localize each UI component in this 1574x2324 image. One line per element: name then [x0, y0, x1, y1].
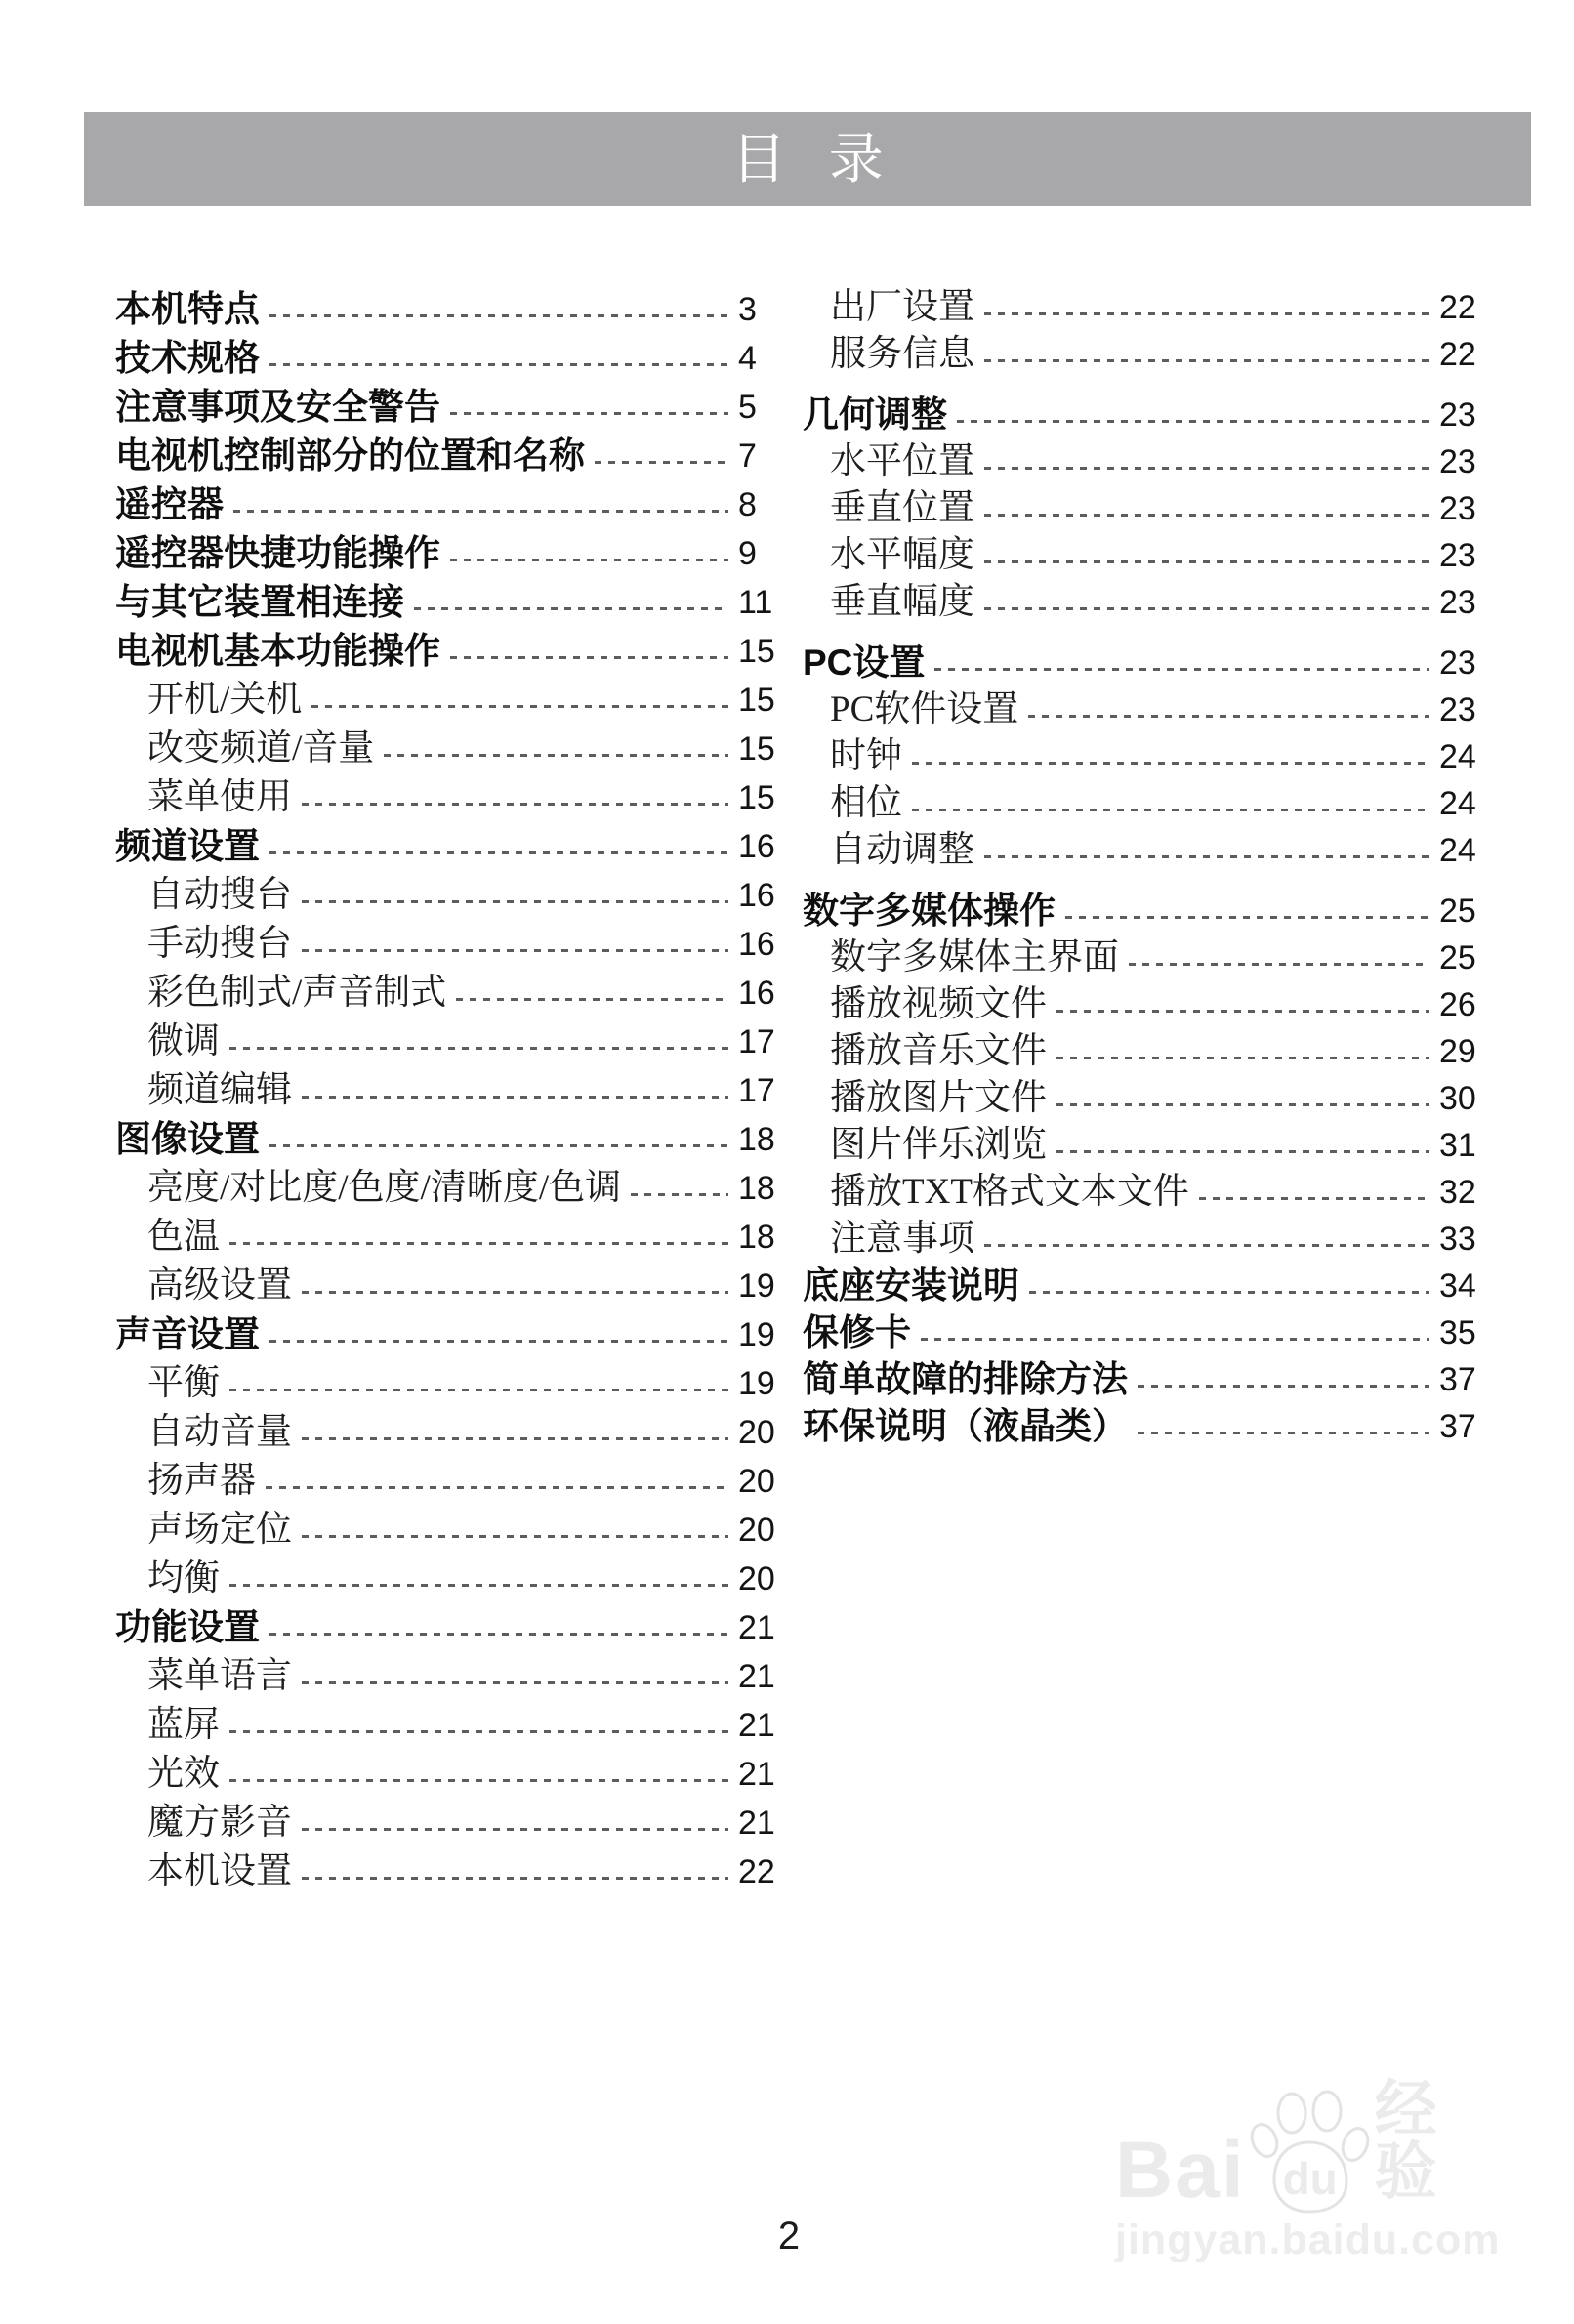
- toc-row: [803, 436, 1494, 482]
- dotted-leader: [302, 803, 728, 806]
- toc-page-number: 19: [738, 1365, 775, 1402]
- toc-row: [115, 623, 793, 672]
- toc-row: [803, 932, 1494, 978]
- toc-page-number: 15: [738, 730, 775, 768]
- toc-row: [803, 1025, 1494, 1072]
- toc-entry-label: 声场定位: [147, 1510, 292, 1550]
- dotted-leader: [912, 809, 1429, 811]
- toc-entry-label: 本机特点: [115, 289, 260, 329]
- toc-entry-label: 遥控器: [115, 484, 224, 524]
- dotted-leader: [450, 412, 728, 415]
- toc-row: [803, 1400, 1494, 1447]
- page-title: 目 录: [731, 128, 897, 189]
- toc-entry-label: PC设置: [803, 643, 926, 683]
- toc-page-number: 23: [1439, 396, 1476, 434]
- toc-page-number: 17: [738, 1072, 775, 1109]
- toc-entry-label: 简单故障的排除方法: [803, 1359, 1128, 1399]
- dotted-leader: [1029, 1291, 1429, 1294]
- toc-page-number: 21: [738, 1609, 775, 1646]
- toc-page-number: 20: [738, 1414, 775, 1451]
- toc-entry-label: 数字多媒体操作: [803, 891, 1056, 931]
- toc-page-number: 7: [738, 437, 757, 475]
- toc-page-number: 9: [738, 535, 757, 572]
- toc-row: [115, 1697, 793, 1746]
- toc-entry-label: 彩色制式/声音制式: [147, 973, 447, 1013]
- dotted-leader: [302, 900, 728, 903]
- toc-page-number: 20: [738, 1512, 775, 1549]
- dotted-leader: [302, 1681, 728, 1684]
- toc-row: [115, 1844, 793, 1892]
- toc-page-number: 20: [738, 1560, 775, 1598]
- toc-entry-label: 电视机基本功能操作: [115, 631, 440, 671]
- toc-entry-label: PC软件设置: [830, 689, 1019, 729]
- toc-page-number: 23: [1439, 537, 1476, 574]
- toc-entry-label: 与其它装置相连接: [115, 582, 404, 622]
- toc-row: [115, 818, 793, 867]
- dotted-leader: [302, 1096, 728, 1099]
- toc-entry-label: 菜单语言: [147, 1656, 292, 1696]
- toc-entry-label: 声音设置: [115, 1314, 260, 1354]
- toc-page-number: 21: [738, 1805, 775, 1842]
- toc-column-left: [115, 281, 793, 1892]
- dotted-leader: [269, 1144, 728, 1147]
- toc-page-number: 29: [1439, 1033, 1476, 1070]
- toc-entry-label: 微调: [147, 1021, 220, 1061]
- toc-entry-label: 保修卡: [803, 1312, 911, 1352]
- toc-entry-label: 均衡: [147, 1558, 220, 1598]
- toc-row: [115, 1502, 793, 1551]
- dotted-leader: [450, 656, 728, 659]
- toc-entry-label: 注意事项及安全警告: [115, 387, 440, 427]
- dotted-leader: [957, 420, 1429, 423]
- dotted-leader: [1028, 715, 1429, 718]
- dotted-leader: [384, 754, 728, 757]
- toc-header-bar: [84, 112, 1531, 206]
- toc-page-number: 25: [1439, 939, 1476, 976]
- footer-page-number: 2: [777, 2215, 801, 2258]
- toc-entry-label: 播放TXT格式文本文件: [830, 1172, 1189, 1212]
- toc-entry-label: 相位: [830, 783, 902, 823]
- toc-row: [803, 885, 1494, 932]
- toc-row: [115, 1209, 793, 1258]
- toc-page-number: 30: [1439, 1080, 1476, 1117]
- dotted-leader: [233, 510, 728, 513]
- toc-page-number: 18: [738, 1170, 775, 1207]
- toc-page-number: 22: [1439, 336, 1476, 373]
- toc-entry-label: 水平幅度: [830, 535, 974, 575]
- toc-entry-label: 自动搜台: [147, 875, 292, 915]
- dotted-leader: [450, 559, 728, 561]
- toc-page-number: 19: [738, 1267, 775, 1305]
- toc-row: [115, 1404, 793, 1453]
- toc-row: [115, 1599, 793, 1648]
- toc-entry-label: 高级设置: [147, 1266, 292, 1306]
- toc-row: [803, 1353, 1494, 1400]
- toc-page-number: 25: [1439, 892, 1476, 930]
- toc-page-number: 24: [1439, 785, 1476, 822]
- toc-entry-label: 服务信息: [830, 334, 974, 374]
- toc-row: [115, 867, 793, 916]
- toc-row: [115, 769, 793, 818]
- toc-page-number: 34: [1439, 1267, 1476, 1305]
- toc-row: [115, 965, 793, 1014]
- dotted-leader: [1138, 1385, 1429, 1388]
- toc-row: [115, 1160, 793, 1209]
- toc-entry-label: 手动搜台: [147, 924, 292, 964]
- dotted-leader: [311, 705, 728, 708]
- toc-row: [803, 281, 1494, 328]
- toc-row: [115, 672, 793, 721]
- toc-row: [803, 684, 1494, 730]
- dotted-leader: [1056, 1057, 1429, 1059]
- toc-row: [115, 281, 793, 330]
- dotted-leader: [456, 998, 728, 1001]
- baidu-paw-icon: [1248, 2090, 1373, 2215]
- dotted-leader: [1138, 1432, 1429, 1434]
- toc-row: [803, 824, 1494, 871]
- toc-page-number: 16: [738, 828, 775, 865]
- toc-entry-label: 亮度/对比度/色度/清晰度/色调: [147, 1168, 622, 1208]
- dotted-leader: [302, 1535, 728, 1538]
- toc-entry-label: 光效: [147, 1754, 220, 1794]
- toc-entry-label: 图像设置: [115, 1119, 260, 1159]
- toc-row: [115, 477, 793, 525]
- toc-row: [803, 730, 1494, 777]
- toc-row: [803, 1260, 1494, 1307]
- dotted-leader: [934, 668, 1429, 671]
- dotted-leader: [595, 461, 728, 464]
- toc-entry-label: 技术规格: [115, 338, 260, 378]
- dotted-leader: [984, 359, 1429, 362]
- toc-page-number: 37: [1439, 1408, 1476, 1445]
- toc-page-number: 19: [738, 1316, 775, 1353]
- dotted-leader: [921, 1338, 1429, 1341]
- toc-page-number: 21: [738, 1658, 775, 1695]
- dotted-leader: [302, 1437, 728, 1440]
- dotted-leader: [631, 1193, 728, 1196]
- toc-entry-label: 自动调整: [830, 830, 974, 870]
- dotted-leader: [269, 1633, 728, 1636]
- toc-page-number: 3: [738, 291, 757, 328]
- toc-row: [803, 978, 1494, 1025]
- toc-row: [803, 637, 1494, 684]
- toc-page-number: 17: [738, 1023, 775, 1060]
- toc-row: [803, 529, 1494, 576]
- dotted-leader: [302, 1291, 728, 1294]
- toc-row: [803, 328, 1494, 375]
- toc-page-number: 22: [738, 1853, 775, 1890]
- toc-entry-label: 底座安装说明: [803, 1266, 1019, 1306]
- toc-page-number: 4: [738, 340, 757, 377]
- toc-entry-label: 菜单使用: [147, 777, 292, 817]
- toc-entry-label: 扬声器: [147, 1461, 256, 1501]
- toc-entry-label: 改变频道/音量: [147, 728, 375, 768]
- dotted-leader: [229, 1584, 728, 1587]
- toc-entry-label: 播放音乐文件: [830, 1031, 1047, 1071]
- toc-entry-label: 播放视频文件: [830, 984, 1047, 1024]
- dotted-leader: [266, 1486, 728, 1489]
- toc-page-number: 15: [738, 779, 775, 816]
- toc-row: [115, 1062, 793, 1111]
- toc-page-number: 16: [738, 975, 775, 1012]
- toc-page-number: 32: [1439, 1174, 1476, 1211]
- toc-page-number: 33: [1439, 1221, 1476, 1258]
- watermark-bai-text: Bai: [1115, 2126, 1246, 2215]
- toc-row: [115, 721, 793, 769]
- dotted-leader: [269, 1340, 728, 1343]
- toc-row: [115, 525, 793, 574]
- dotted-leader: [1056, 1150, 1429, 1153]
- toc-entry-label: 垂直位置: [830, 488, 974, 528]
- toc-row: [803, 1119, 1494, 1166]
- toc-entry-label: 出厂设置: [830, 287, 974, 327]
- toc-entry-label: 电视机控制部分的位置和名称: [115, 436, 585, 476]
- toc-entry-label: 开机/关机: [147, 680, 303, 720]
- toc-row: [115, 379, 793, 428]
- dotted-leader: [302, 1828, 728, 1831]
- toc-row: [803, 1072, 1494, 1119]
- toc-row: [115, 916, 793, 965]
- toc-page-number: 24: [1439, 832, 1476, 869]
- toc-page-number: 26: [1439, 986, 1476, 1023]
- toc-entry-label: 自动音量: [147, 1412, 292, 1452]
- toc-row: [803, 1307, 1494, 1353]
- toc-page-number: 35: [1439, 1314, 1476, 1351]
- dotted-leader: [1199, 1197, 1429, 1200]
- toc-row: [115, 1551, 793, 1599]
- dotted-leader: [269, 363, 728, 366]
- toc-page-number: 37: [1439, 1361, 1476, 1398]
- dotted-leader: [984, 855, 1429, 858]
- toc-page-number: 16: [738, 926, 775, 963]
- toc-page-number: 23: [1439, 691, 1476, 728]
- toc-row: [115, 330, 793, 379]
- toc-page-number: 5: [738, 389, 757, 426]
- toc-entry-label: 功能设置: [115, 1607, 260, 1647]
- toc-page-number: 21: [738, 1707, 775, 1744]
- toc-page-number: 23: [1439, 584, 1476, 621]
- dotted-leader: [229, 1389, 728, 1391]
- dotted-leader: [414, 607, 728, 610]
- toc-page-number: 23: [1439, 443, 1476, 480]
- watermark-jingyan-text: 经验: [1374, 2074, 1441, 2207]
- dotted-leader: [229, 1779, 728, 1782]
- toc-row: [115, 1307, 793, 1355]
- baidu-jingyan-watermark: [1115, 2074, 1501, 2264]
- dotted-leader: [1056, 1010, 1429, 1013]
- toc-page-number: 22: [1439, 289, 1476, 326]
- toc-page-number: 23: [1439, 644, 1476, 682]
- dotted-leader: [1129, 963, 1429, 966]
- watermark-url: jingyan.baidu.com: [1115, 2217, 1501, 2263]
- dotted-leader: [1056, 1103, 1429, 1106]
- watermark-logo-row: [1115, 2074, 1498, 2215]
- toc-row: [115, 574, 793, 623]
- toc-row: [115, 1648, 793, 1697]
- toc-row: [803, 777, 1494, 824]
- toc-entry-label: 几何调整: [803, 394, 947, 435]
- toc-page-number: 11: [738, 584, 773, 621]
- toc-entry-label: 遥控器快捷功能操作: [115, 533, 440, 573]
- toc-entry-label: 注意事项: [830, 1219, 974, 1259]
- toc-page-number: 18: [738, 1219, 775, 1256]
- dotted-leader: [1065, 916, 1429, 919]
- toc-entry-label: 本机设置: [147, 1851, 292, 1891]
- toc-row: [115, 1355, 793, 1404]
- toc-page-number: 21: [738, 1756, 775, 1793]
- toc-entry-label: 播放图片文件: [830, 1078, 1047, 1118]
- toc-row: [803, 1166, 1494, 1213]
- toc-page-number: 16: [738, 877, 775, 914]
- toc-entry-label: 图片伴乐浏览: [830, 1125, 1047, 1165]
- toc-page-number: 31: [1439, 1127, 1476, 1164]
- toc-page-number: 8: [738, 486, 757, 523]
- dotted-leader: [229, 1242, 728, 1245]
- toc-entry-label: 水平位置: [830, 441, 974, 481]
- toc-page-number: 23: [1439, 490, 1476, 527]
- toc-page-number: 20: [738, 1463, 775, 1500]
- toc-row: [803, 389, 1494, 436]
- toc-page-number: 18: [738, 1121, 775, 1158]
- watermark-du-text: du: [1282, 2153, 1338, 2204]
- dotted-leader: [302, 1877, 728, 1880]
- toc-entry-label: 色温: [147, 1217, 220, 1257]
- toc-entry-label: 时钟: [830, 736, 902, 776]
- dotted-leader: [984, 312, 1429, 315]
- toc-row: [803, 1213, 1494, 1260]
- toc-row: [115, 1111, 793, 1160]
- toc-entry-label: 平衡: [147, 1363, 220, 1403]
- toc-row: [115, 1795, 793, 1844]
- toc-entry-label: 频道编辑: [147, 1070, 292, 1110]
- toc-row: [115, 1014, 793, 1062]
- dotted-leader: [229, 1047, 728, 1050]
- dotted-leader: [912, 762, 1429, 765]
- toc-column-right: [803, 281, 1494, 1447]
- toc-row: [803, 576, 1494, 623]
- toc-row: [803, 482, 1494, 529]
- toc-entry-label: 频道设置: [115, 826, 260, 866]
- toc-row: [115, 1746, 793, 1795]
- toc-page-number: 15: [738, 633, 775, 670]
- dotted-leader: [269, 314, 728, 317]
- toc-row: [115, 1258, 793, 1307]
- toc-entry-label: 魔方影音: [147, 1803, 292, 1843]
- dotted-leader: [984, 560, 1429, 563]
- dotted-leader: [984, 467, 1429, 470]
- toc-entry-label: 蓝屏: [147, 1705, 220, 1745]
- toc-entry-label: 垂直幅度: [830, 582, 974, 622]
- dotted-leader: [229, 1730, 728, 1733]
- dotted-leader: [302, 949, 728, 952]
- toc-row: [115, 428, 793, 477]
- dotted-leader: [984, 607, 1429, 610]
- toc-row: [115, 1453, 793, 1502]
- toc-page-number: 15: [738, 682, 775, 719]
- dotted-leader: [984, 514, 1429, 517]
- toc-page-number: 24: [1439, 738, 1476, 775]
- toc-entry-label: 环保说明（液晶类）: [803, 1406, 1128, 1446]
- dotted-leader: [984, 1244, 1429, 1247]
- toc-entry-label: 数字多媒体主界面: [830, 937, 1119, 977]
- dotted-leader: [269, 851, 728, 854]
